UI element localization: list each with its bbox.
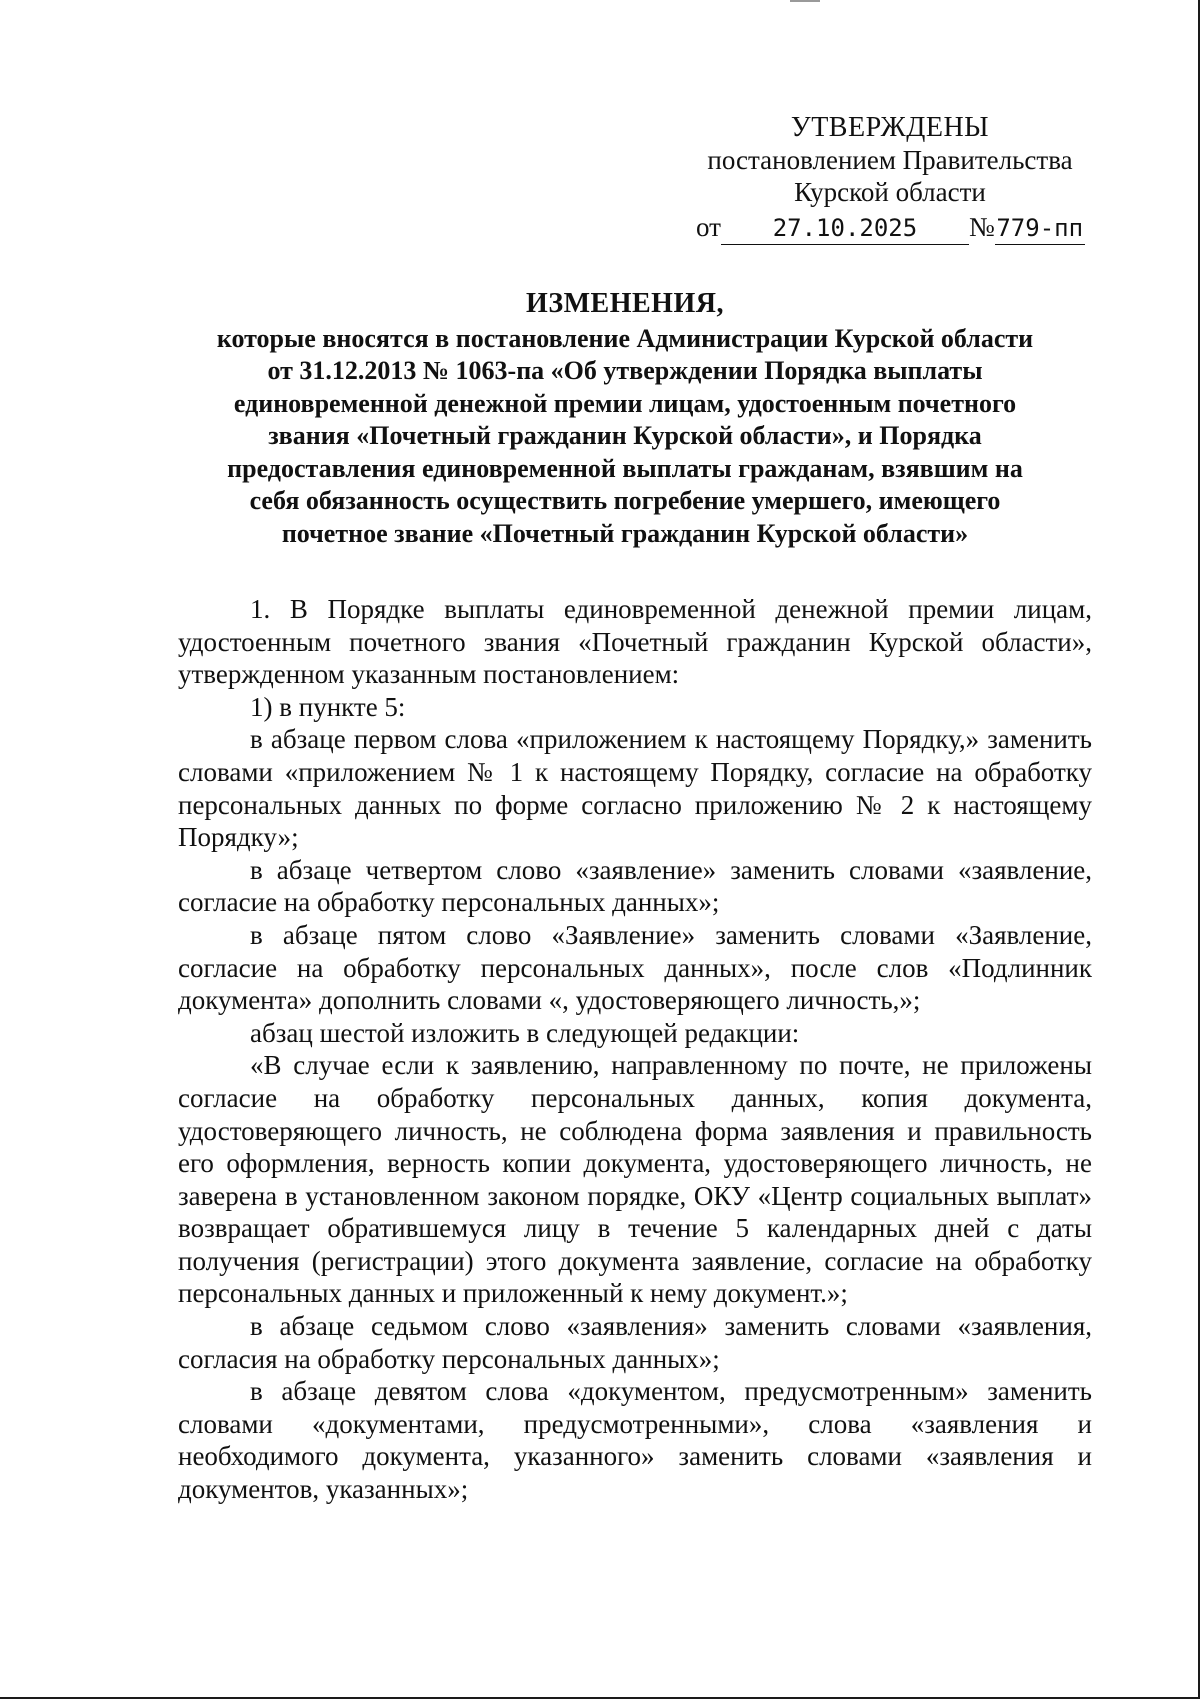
approval-line-1: постановлением Правительства bbox=[707, 145, 1073, 175]
paragraph-abzac-6-text: «В случае если к заявлению, направленному по почте, не приложены согласие на обработку персональных данных, копия документа, удостоверяющего личность, не соблюдена форма заявления и правильность его оформления, верность копии документа, удостоверяющего личность, не заверена в установленном законом порядке, ОКУ «Центр социальных выплат» возвращает обратившемуся лицу в течение 5 календарных дней с даты получения (регистрации) этого документа заявление, согласие на обработку персональных данных и приложенный к нему документ.»; bbox=[178, 1050, 1092, 1309]
title-line: предоставления единовременной выплаты гражданам, взявшим на bbox=[227, 453, 1023, 483]
paragraph-abzac-4: в абзаце четвертом слово «заявление» заменить словами «заявление, согласие на обработку персональных данных»; bbox=[178, 854, 1092, 918]
document-body bbox=[178, 593, 1092, 1506]
title-line: себя обязанность осуществить погребение умершего, имеющего bbox=[249, 486, 1001, 515]
approval-line-2: Курской области bbox=[794, 177, 986, 207]
paragraph-abzac-9: в абзаце девятом слова «документом, предусмотренным» заменить словами «документами, предусмотренными», слова «заявления и необходимого документа, указанного» заменить словами «заявления и документов, указанных»; bbox=[178, 1376, 1092, 1505]
document-title bbox=[160, 288, 1090, 550]
number-prefix: № bbox=[968, 212, 995, 242]
page-top-mark bbox=[790, 0, 820, 2]
approved-heading: УТВЕРЖДЕНЫ bbox=[790, 112, 990, 143]
paragraph-subitem-1: 1) в пункте 5: bbox=[250, 691, 406, 722]
title-main: ИЗМЕНЕНИЯ, bbox=[526, 288, 724, 319]
approval-number: 779-пп bbox=[995, 212, 1085, 245]
paragraph-abzac-6-intro: абзац шестой изложить в следующей редакции: bbox=[250, 1017, 800, 1048]
paragraph-abzac-5: в абзаце пятом слово «Заявление» заменить словами «Заявление, согласие на обработку персональных данных», после слов «Подлинник документа» дополнить словами «, удостоверяющего личность,»; bbox=[178, 919, 1092, 1016]
title-line: которые вносятся в постановление Администрации Курской области bbox=[216, 323, 1034, 353]
approval-date: 27.10.2025 bbox=[721, 212, 969, 245]
title-line: почетное звание «Почетный гражданин Курской области» bbox=[281, 518, 969, 548]
approval-date-line bbox=[696, 211, 1085, 245]
approval-stamp bbox=[690, 112, 1090, 208]
title-line: единовременной денежной премии лицам, удостоенным почетного bbox=[233, 388, 1017, 418]
paragraph-abzac-1: в абзаце первом слова «приложением к настоящему Порядку,» заменить словами «приложением № 1 к настоящему Порядку, согласие на обработку персональных данных по форме согласно приложению № 2 к настоящему Порядку»; bbox=[178, 724, 1092, 853]
title-line: звания «Почетный гражданин Курской области», и Порядка bbox=[268, 421, 982, 450]
title-line: от 31.12.2013 № 1063-па «Об утверждении Порядка выплаты bbox=[267, 356, 983, 385]
date-prefix: от bbox=[696, 212, 721, 242]
paragraph-abzac-7: в абзаце седьмом слово «заявления» заменить словами «заявления, согласия на обработку персональных данных»; bbox=[178, 1311, 1092, 1374]
paragraph-item-1: 1. В Порядке выплаты единовременной денежной премии лицам, удостоенным почетного звания «Почетный гражданин Курской области», утвержденном указанным постановлением: bbox=[178, 594, 1092, 690]
